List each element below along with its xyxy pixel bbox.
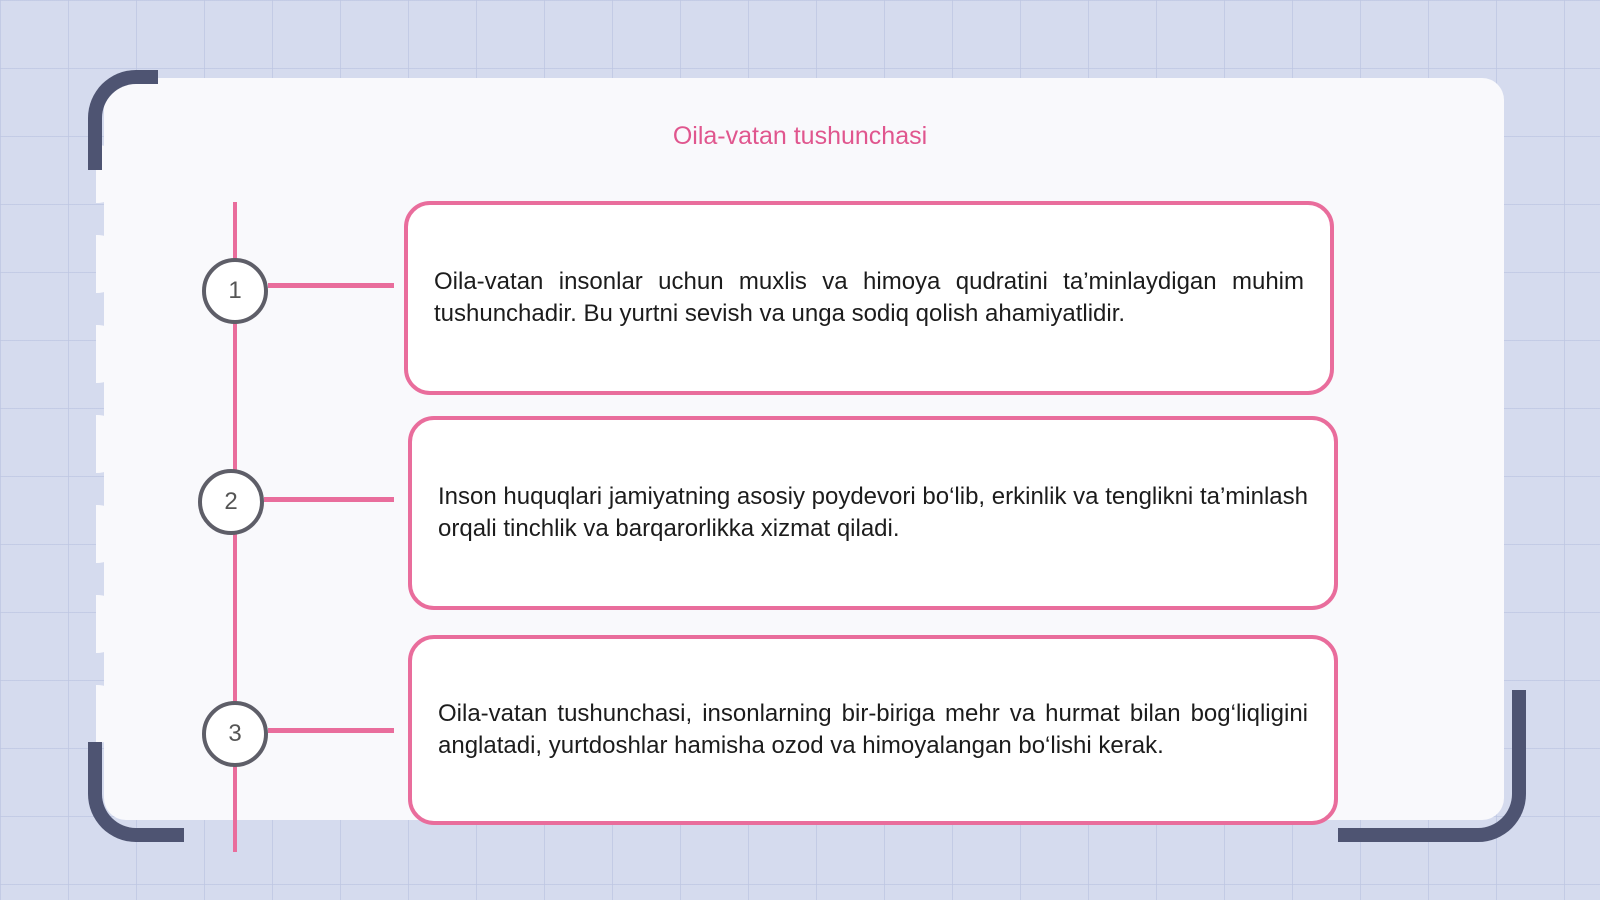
step-1-text: Oila-vatan insonlar uchun muxlis va himoya qudratini ta’minlaydigan muhim tushunchadir. Bu yurtni sevish va unga sodiq qolish ahamiyatlidir. xyxy=(434,268,1304,327)
corner-bracket-top-left xyxy=(88,70,158,170)
slide-title xyxy=(0,122,1600,151)
step-1-text-box xyxy=(404,201,1334,395)
step-3-text: Oila-vatan tushunchasi, insonlarning bir-biriga mehr va hurmat bilan bog‘liqligini anglatadi, yurtdoshlar hamisha ozod va himoyalangan bo‘lishi kerak. xyxy=(438,700,1308,759)
step-1-connector xyxy=(268,283,394,288)
step-2-connector xyxy=(264,497,394,502)
step-3-connector xyxy=(268,728,394,733)
corner-bracket-bottom-right xyxy=(1338,690,1526,842)
step-1-number: 1 xyxy=(228,277,242,304)
step-2-text: Inson huquqlari jamiyatning asosiy poydevori bo‘lib, erkinlik va tenglikni ta’minlash orqali tinchlik va barqarorlikka xizmat qiladi. xyxy=(438,483,1308,542)
step-3-badge xyxy=(202,701,268,767)
step-2-number: 2 xyxy=(224,488,238,515)
step-2-text-box xyxy=(408,416,1338,610)
slide-title-text: Oila-vatan tushunchasi xyxy=(672,122,928,150)
step-3-number: 3 xyxy=(228,720,242,747)
step-3-text-box xyxy=(408,635,1338,825)
step-1-badge xyxy=(202,258,268,324)
step-2-badge xyxy=(198,469,264,535)
corner-bracket-bottom-left xyxy=(88,742,184,842)
